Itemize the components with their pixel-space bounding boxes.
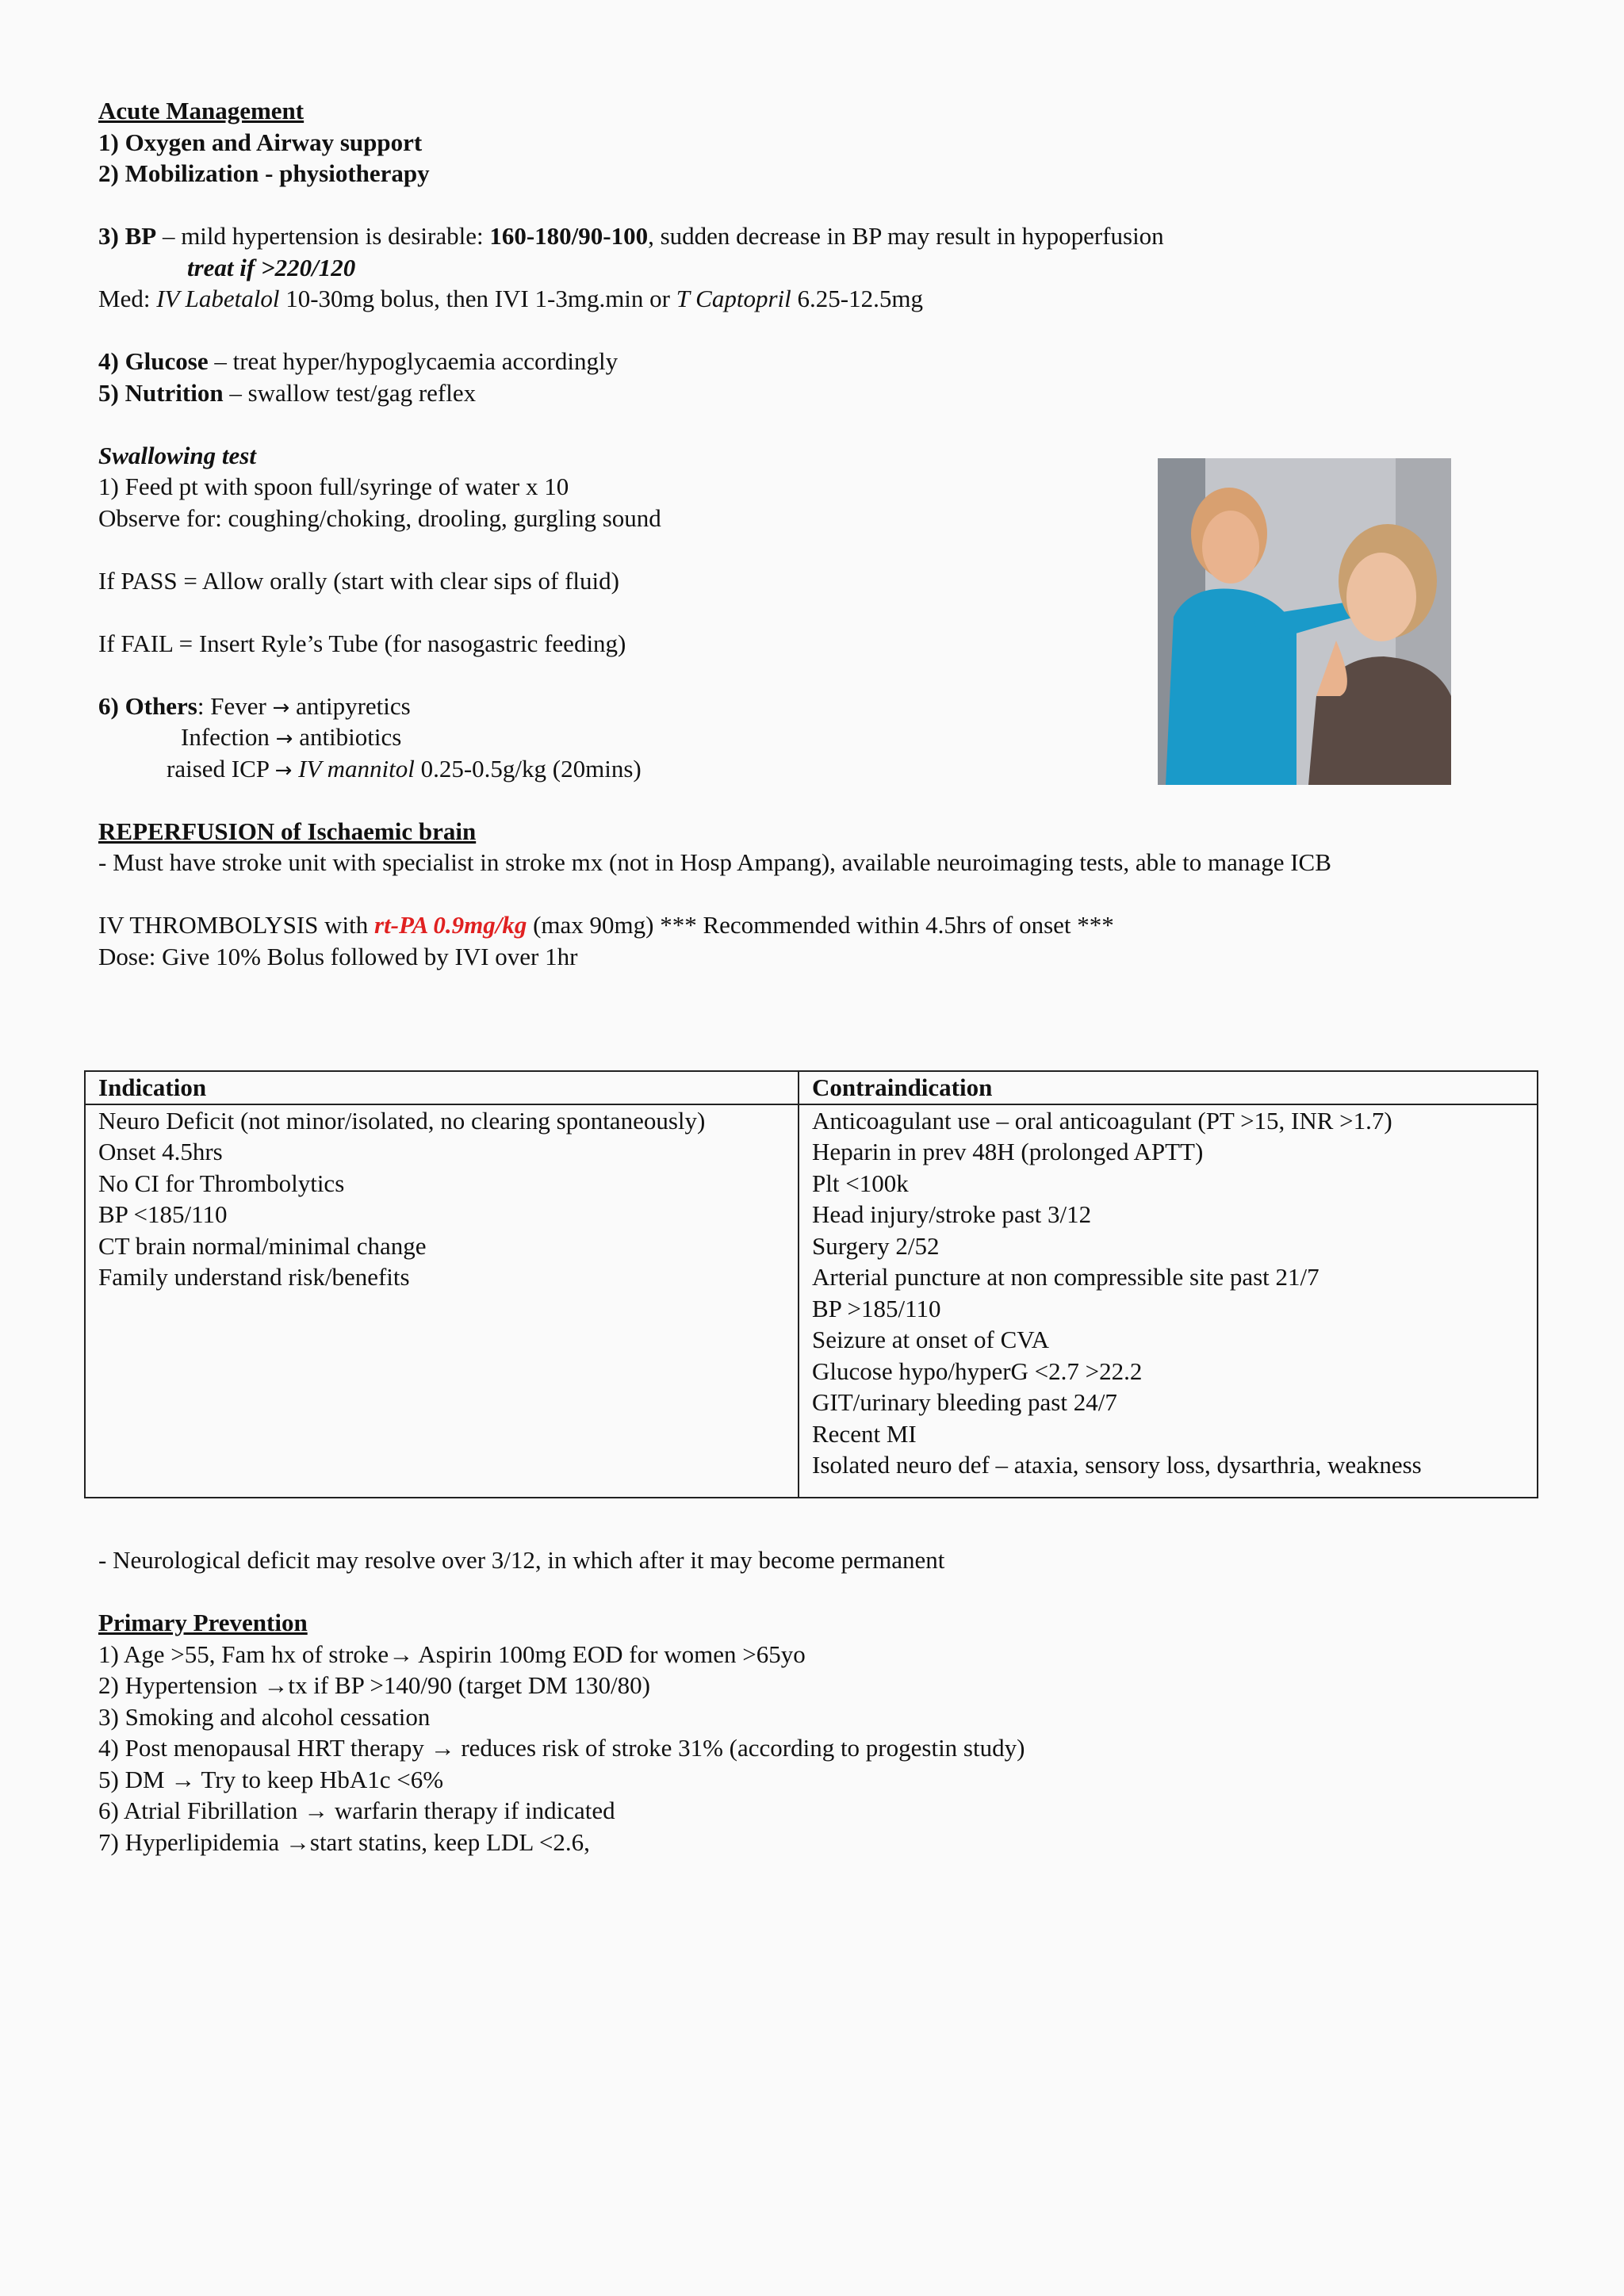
med-drug-captopril: T Captopril (676, 285, 791, 312)
indication-item: No CI for Thrombolytics (98, 1169, 345, 1197)
acute-item-2: 2) Mobilization - physiotherapy (98, 159, 430, 187)
thrombolysis-drug: rt-PA 0.9mg/kg (374, 911, 527, 939)
others-icp: raised ICP (167, 754, 275, 783)
bp-text-2: , sudden decrease in BP may result in hypoperfusion (648, 222, 1164, 250)
reperfusion-heading: REPERFUSION of Ischaemic brain (98, 817, 477, 845)
contraindication-item: Head injury/stroke past 3/12 (812, 1200, 1092, 1228)
bp-target: 160-180/90-100 (489, 222, 649, 250)
arrow-icon: → (272, 695, 290, 720)
indication-item: BP <185/110 (98, 1200, 228, 1228)
thrombolysis-line (98, 909, 1542, 941)
deficit-note: - Neurological deficit may resolve over 3/12, in which after it may become permanent (98, 1546, 945, 1574)
bp-label: 3) BP (98, 222, 157, 250)
prevention-item: 1) Age >55, Fam hx of stroke→ Aspirin 100mg EOD for women >65yo (98, 1640, 806, 1668)
contraindication-item: Glucose hypo/hyperG <2.7 >22.2 (812, 1357, 1143, 1385)
contraindication-item: Arterial puncture at non compressible site past 21/7 (812, 1263, 1320, 1291)
indication-item: Family understand risk/benefits (98, 1263, 410, 1291)
nurse-patient-illustration (1158, 458, 1451, 785)
contraindication-item: Isolated neuro def – ataxia, sensory loss, dysarthria, weakness (812, 1451, 1422, 1479)
contraindication-item: GIT/urinary bleeding past 24/7 (812, 1388, 1117, 1416)
others-label: 6) Others (98, 691, 197, 720)
indication-item: Neuro Deficit (not minor/isolated, no clearing spontaneously) (98, 1106, 706, 1135)
thrombolysis-prefix: IV THROMBOLYSIS with (98, 911, 374, 939)
others-icp-dose: 0.25-0.5g/kg (20mins) (414, 754, 642, 783)
nutrition-label: 5) Nutrition (98, 378, 224, 407)
acute-item-1: 1) Oxygen and Airway support (98, 128, 423, 156)
bp-med-line (98, 283, 1542, 315)
thrombolysis-table (84, 1070, 1538, 1498)
thrombolysis-dose: Dose: Give 10% Bolus followed by IVI over 1hr (98, 942, 578, 970)
swallow-pass: If PASS = Allow orally (start with clear sips of fluid) (98, 566, 619, 595)
contraindication-item: Plt <100k (812, 1169, 909, 1197)
bp-line (98, 220, 1542, 252)
others-fever: : Fever (197, 691, 273, 720)
nutrition-line (98, 377, 1542, 409)
indication-cell (85, 1104, 799, 1498)
others-infection-tx: antibiotics (293, 723, 402, 751)
med-prefix: Med: (98, 285, 157, 312)
table-header-contraindication: Contraindication (799, 1071, 1538, 1104)
bp-treat-if: treat if >220/120 (187, 253, 356, 281)
table-header-indication: Indication (85, 1071, 799, 1104)
indication-item: CT brain normal/minimal change (98, 1231, 427, 1260)
others-infection: Infection (181, 723, 276, 751)
others-icp-drug: IV mannitol (298, 754, 415, 783)
swallow-heading: Swallowing test (98, 441, 256, 469)
after-table-section (98, 1544, 1542, 1858)
arrow-icon: → (274, 758, 293, 783)
acute-heading: Acute Management (98, 97, 304, 124)
swallow-fail: If FAIL = Insert Ryle’s Tube (for nasogastric feeding) (98, 629, 626, 657)
prevention-item: 2) Hypertension →tx if BP >140/90 (target DM 130/80) (98, 1671, 650, 1699)
prevention-item: 5) DM → Try to keep HbA1c <6% (98, 1765, 444, 1793)
nutrition-text: – swallow test/gag reflex (223, 378, 477, 407)
prevention-item: 6) Atrial Fibrillation → warfarin therapy if indicated (98, 1797, 615, 1824)
contraindication-item: Surgery 2/52 (812, 1231, 940, 1260)
arrow-icon: → (275, 727, 293, 751)
med-dose-2: 6.25-12.5mg (791, 285, 923, 312)
prevention-item: 7) Hyperlipidemia →start statins, keep LDL <2.6, (98, 1827, 590, 1856)
prevention-heading: Primary Prevention (98, 1609, 308, 1636)
glucose-line (98, 346, 1542, 377)
prevention-item: 4) Post menopausal HRT therapy → reduces risk of stroke 31% (according to progestin study) (98, 1734, 1025, 1762)
contraindication-item: Recent MI (812, 1419, 917, 1448)
contraindication-item: Seizure at onset of CVA (812, 1326, 1050, 1353)
swallow-test-photo (1158, 458, 1451, 785)
swallow-step-1: 1) Feed pt with spoon full/syringe of water x 10 (98, 473, 569, 500)
reperfusion-note: - Must have stroke unit with specialist in stroke mx (not in Hosp Ampang), available neuroimaging tests, able to manage ICB (98, 848, 1331, 876)
thrombolysis-suffix: (max 90mg) *** Recommended within 4.5hrs of onset *** (527, 911, 1114, 939)
med-drug-labetalol: IV Labetalol (156, 285, 280, 312)
contraindication-item: Anticoagulant use – oral anticoagulant (PT >15, INR >1.7) (812, 1106, 1392, 1135)
glucose-label: 4) Glucose (98, 347, 209, 375)
contraindication-cell (799, 1104, 1538, 1498)
med-dose-1: 10-30mg bolus, then IVI 1-3mg.min or (279, 285, 676, 312)
contraindication-item: BP >185/110 (812, 1294, 941, 1322)
prevention-item: 3) Smoking and alcohol cessation (98, 1702, 431, 1731)
others-fever-tx: antipyretics (289, 691, 411, 720)
indication-item: Onset 4.5hrs (98, 1138, 223, 1165)
glucose-text: – treat hyper/hypoglycaemia accordingly (208, 347, 619, 375)
contraindication-item: Heparin in prev 48H (prolonged APTT) (812, 1138, 1204, 1165)
swallow-observe: Observe for: coughing/choking, drooling, gurgling sound (98, 503, 661, 532)
bp-text-1: – mild hypertension is desirable: (156, 222, 490, 250)
